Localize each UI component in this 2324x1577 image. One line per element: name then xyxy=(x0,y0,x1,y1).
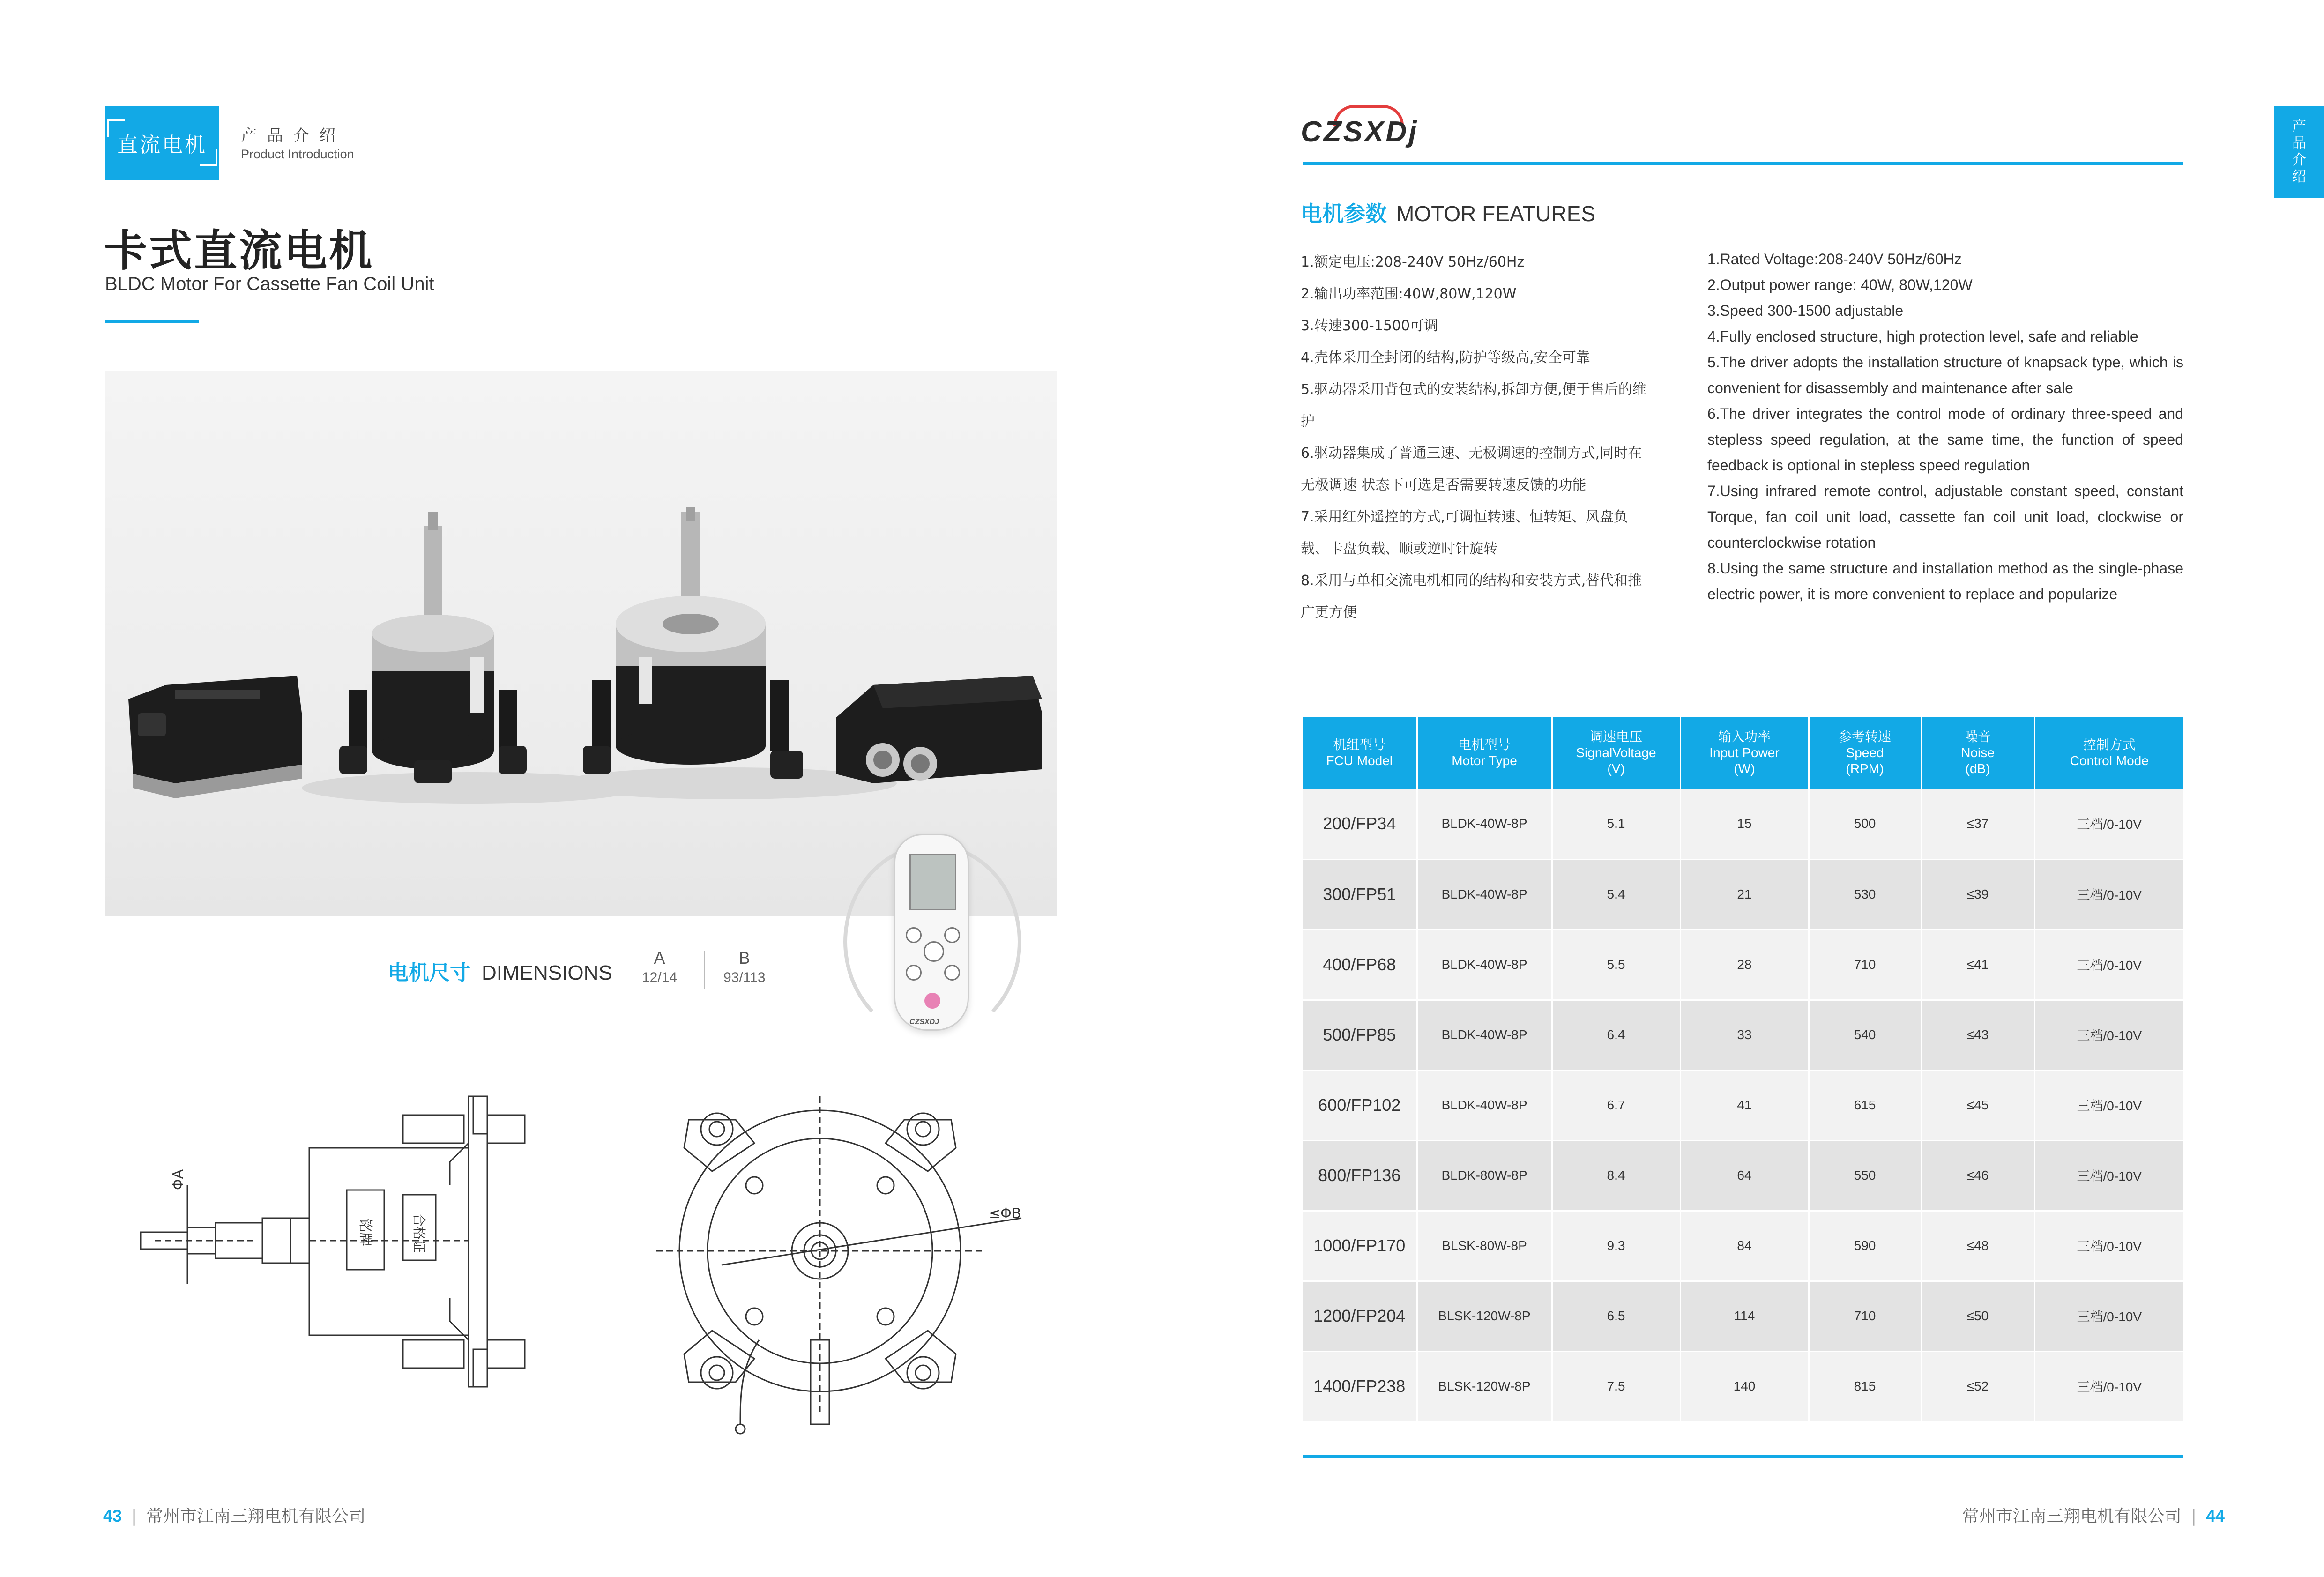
cell-control-mode: 三档/0-10V xyxy=(2034,1211,2183,1281)
cell-noise: ≤46 xyxy=(1921,1140,2034,1211)
category-badge xyxy=(105,106,219,180)
table-row xyxy=(1303,1211,2183,1281)
features-list-en xyxy=(1707,246,2183,607)
company-name-right: 常州市江南三翔电机有限公司 xyxy=(1962,1507,2182,1526)
motor-right xyxy=(583,507,803,779)
cell-fcu-model: 800/FP136 xyxy=(1303,1140,1417,1211)
table-row xyxy=(1303,1351,2183,1421)
col-header-noise: 噪音 Noise (dB) xyxy=(1921,717,2034,789)
spec-table-header xyxy=(1303,717,2183,789)
cell-motor-type: BLDK-40W-8P xyxy=(1417,789,1552,859)
dimension-drawing xyxy=(131,1078,1068,1452)
feature-item-en: 5.The driver adopts the installation structure of knapsack type, which is convenient for disassembly and maintenance after sale xyxy=(1707,354,2183,396)
dimension-a-key: A xyxy=(654,948,665,967)
cell-noise: ≤39 xyxy=(1921,859,2034,930)
footer-right xyxy=(1962,1503,2225,1527)
cell-input-power: 21 xyxy=(1680,859,1809,930)
cell-input-power: 140 xyxy=(1680,1351,1809,1421)
side-tab xyxy=(2274,106,2324,198)
remote-button xyxy=(944,965,960,981)
feature-item-en: 7.Using infrared remote control, adjustable constant speed, constant Torque, fan coil unit load, cassette fan coil unit load, clockwise or counterclockwise rotation xyxy=(1707,483,2183,551)
cell-signal-voltage: 6.7 xyxy=(1552,1070,1680,1140)
table-row xyxy=(1303,789,2183,859)
cell-speed: 710 xyxy=(1809,930,1921,1000)
cell-signal-voltage: 5.1 xyxy=(1552,789,1680,859)
cell-fcu-model: 400/FP68 xyxy=(1303,930,1417,1000)
cell-signal-voltage: 6.4 xyxy=(1552,1000,1680,1070)
col-header-fcu-model: 机组型号 FCU Model xyxy=(1303,717,1417,789)
cell-speed: 500 xyxy=(1809,789,1921,859)
cell-speed: 550 xyxy=(1809,1140,1921,1211)
cell-control-mode: 三档/0-10V xyxy=(2034,1351,2183,1421)
cell-motor-type: BLDK-40W-8P xyxy=(1417,1000,1552,1070)
category-badge-label: 直流电机 xyxy=(117,133,207,157)
cell-input-power: 41 xyxy=(1680,1070,1809,1140)
cell-input-power: 84 xyxy=(1680,1211,1809,1281)
cell-signal-voltage: 5.5 xyxy=(1552,930,1680,1000)
cell-noise: ≤48 xyxy=(1921,1211,2034,1281)
cell-fcu-model: 1200/FP204 xyxy=(1303,1281,1417,1351)
section-label-cn: 产品介绍 xyxy=(241,126,346,145)
footer-left xyxy=(103,1503,365,1527)
cell-fcu-model: 200/FP34 xyxy=(1303,789,1417,859)
remote-power-button xyxy=(924,993,940,1009)
cell-speed: 540 xyxy=(1809,1000,1921,1070)
remote-control-image xyxy=(894,834,969,1031)
dimension-b-key: B xyxy=(738,948,750,967)
cell-signal-voltage: 5.4 xyxy=(1552,859,1680,930)
cell-fcu-model: 500/FP85 xyxy=(1303,1000,1417,1070)
drawing-label-nameplate: 铭牌 xyxy=(357,1218,373,1246)
cell-control-mode: 三档/0-10V xyxy=(2034,1070,2183,1140)
cell-motor-type: BLSK-120W-8P xyxy=(1417,1281,1552,1351)
cell-speed: 815 xyxy=(1809,1351,1921,1421)
section-label-en: Product Introduction xyxy=(241,147,354,161)
dimension-separator xyxy=(704,951,705,989)
page-number-right: 44 xyxy=(2205,1506,2225,1525)
footer-separator: | xyxy=(131,1507,137,1526)
cell-input-power: 15 xyxy=(1680,789,1809,859)
side-view-drawing xyxy=(141,1096,525,1387)
feature-item-cn: 6.驱动器集成了普通三速、无极调速的控制方式,同时在无极调速 状态下可选是否需要转速反馈的功能 xyxy=(1301,445,1642,493)
feature-item-cn: 5.驱动器采用背包式的安装结构,拆卸方便,便于售后的维护 xyxy=(1301,381,1646,430)
cell-input-power: 33 xyxy=(1680,1000,1809,1070)
page-number-left: 43 xyxy=(103,1506,122,1525)
features-title-en: MOTOR FEATURES xyxy=(1396,201,1596,226)
cell-motor-type: BLSK-80W-8P xyxy=(1417,1211,1552,1281)
remote-button xyxy=(906,965,922,981)
remote-button xyxy=(906,927,922,943)
dimensions-title-en: DIMENSIONS xyxy=(482,961,612,984)
cell-control-mode: 三档/0-10V xyxy=(2034,1000,2183,1070)
feature-item-en: 2.Output power range: 40W, 80W,120W xyxy=(1707,276,1973,293)
drawing-label-certificate: 合格证 xyxy=(411,1213,427,1253)
table-row xyxy=(1303,1281,2183,1351)
dimension-b xyxy=(723,948,766,986)
footer-separator: | xyxy=(2190,1507,2197,1526)
drawing-label-phi-a: ΦA xyxy=(170,1169,186,1190)
page-title-en: BLDC Motor For Cassette Fan Coil Unit xyxy=(105,274,434,294)
table-row xyxy=(1303,1140,2183,1211)
dimensions-title xyxy=(388,956,612,986)
side-tab-char: 品 xyxy=(2292,135,2306,151)
col-header-input-power: 输入功率 Input Power (W) xyxy=(1680,717,1809,789)
cell-input-power: 114 xyxy=(1680,1281,1809,1351)
table-row xyxy=(1303,930,2183,1000)
cell-motor-type: BLDK-40W-8P xyxy=(1417,859,1552,930)
cell-control-mode: 三档/0-10V xyxy=(2034,789,2183,859)
dimensions-title-cn: 电机尺寸 xyxy=(388,961,470,985)
feature-item-cn: 2.输出功率范围:40W,80W,120W xyxy=(1301,286,1517,302)
cell-fcu-model: 1400/FP238 xyxy=(1303,1351,1417,1421)
col-header-control-mode: 控制方式 Control Mode xyxy=(2034,717,2183,789)
cell-noise: ≤45 xyxy=(1921,1070,2034,1140)
cell-control-mode: 三档/0-10V xyxy=(2034,930,2183,1000)
page-title-cn: 卡式直流电机 xyxy=(104,226,374,276)
cell-fcu-model: 1000/FP170 xyxy=(1303,1211,1417,1281)
col-header-motor-type: 电机型号 Motor Type xyxy=(1417,717,1552,789)
feature-item-cn: 4.壳体采用全封闭的结构,防护等级高,安全可靠 xyxy=(1301,350,1590,366)
driver-box-left xyxy=(128,676,302,798)
cell-input-power: 64 xyxy=(1680,1140,1809,1211)
cell-control-mode: 三档/0-10V xyxy=(2034,1140,2183,1211)
table-row xyxy=(1303,1000,2183,1070)
company-name-left: 常州市江南三翔电机有限公司 xyxy=(146,1507,366,1526)
remote-logo: CZSXDJ xyxy=(909,1018,939,1026)
front-view-drawing xyxy=(656,1096,1021,1434)
driver-box-right xyxy=(836,676,1042,783)
cell-control-mode: 三档/0-10V xyxy=(2034,1281,2183,1351)
col-header-signal-voltage: 调速电压 SignalVoltage (V) xyxy=(1552,717,1680,789)
feature-item-en: 3.Speed 300-1500 adjustable xyxy=(1707,302,1904,319)
feature-item-en: 1.Rated Voltage:208-240V 50Hz/60Hz xyxy=(1707,251,1962,268)
table-row xyxy=(1303,859,2183,930)
cell-speed: 590 xyxy=(1809,1211,1921,1281)
cell-motor-type: BLDK-40W-8P xyxy=(1417,1070,1552,1140)
cell-control-mode: 三档/0-10V xyxy=(2034,859,2183,930)
features-title xyxy=(1301,197,1595,228)
cell-fcu-model: 300/FP51 xyxy=(1303,859,1417,930)
table-row xyxy=(1303,1070,2183,1140)
cell-signal-voltage: 8.4 xyxy=(1552,1140,1680,1211)
feature-item-cn: 8.采用与单相交流电机相同的结构和安装方式,替代和推广更方便 xyxy=(1301,573,1642,621)
cell-noise: ≤37 xyxy=(1921,789,2034,859)
header-rule xyxy=(1303,162,2183,165)
feature-item-en: 8.Using the same structure and installation method as the single-phase electric power, it is more convenient to replace and popularize xyxy=(1707,560,2183,603)
feature-item-cn: 1.额定电压:208-240V 50Hz/60Hz xyxy=(1301,254,1525,270)
cell-noise: ≤52 xyxy=(1921,1351,2034,1421)
cell-speed: 710 xyxy=(1809,1281,1921,1351)
cell-noise: ≤50 xyxy=(1921,1281,2034,1351)
col-header-speed: 参考转速 Speed (RPM) xyxy=(1809,717,1921,789)
cell-speed: 615 xyxy=(1809,1070,1921,1140)
dimension-a-value: 12/14 xyxy=(642,970,678,985)
dimension-a xyxy=(642,948,677,986)
cell-noise: ≤43 xyxy=(1921,1000,2034,1070)
side-tab-char: 介 xyxy=(2292,152,2306,168)
cell-motor-type: BLDK-80W-8P xyxy=(1417,1140,1552,1211)
feature-item-cn: 7.采用红外遥控的方式,可调恒转速、恒转矩、风盘负载、卡盘负载、顺或逆时针旋转 xyxy=(1301,509,1628,557)
table-bottom-rule xyxy=(1303,1455,2183,1458)
cell-input-power: 28 xyxy=(1680,930,1809,1000)
remote-button xyxy=(924,941,944,962)
cell-signal-voltage: 6.5 xyxy=(1552,1281,1680,1351)
remote-button xyxy=(944,927,960,943)
brand-logo: CZSXDj xyxy=(1301,116,1419,148)
title-underline xyxy=(105,320,199,323)
side-tab-char: 绍 xyxy=(2292,169,2306,185)
spec-table xyxy=(1303,717,2183,1422)
feature-item-en: 4.Fully enclosed structure, high protection level, safe and reliable xyxy=(1707,328,2138,345)
cell-motor-type: BLDK-40W-8P xyxy=(1417,930,1552,1000)
motor-left xyxy=(339,512,527,783)
dimension-b-value: 93/113 xyxy=(723,970,766,985)
features-list-cn xyxy=(1301,246,1655,629)
cell-noise: ≤41 xyxy=(1921,930,2034,1000)
feature-item-en: 6.The driver integrates the control mode of ordinary three-speed and stepless speed regulation, at the same time, the function of speed feedback is optional in stepless speed regulation xyxy=(1707,405,2183,474)
drawing-label-phi-b: ≤ΦB xyxy=(989,1205,1021,1222)
cell-signal-voltage: 9.3 xyxy=(1552,1211,1680,1281)
side-tab-char: 产 xyxy=(2292,118,2306,134)
remote-screen xyxy=(909,854,956,910)
cell-motor-type: BLSK-120W-8P xyxy=(1417,1351,1552,1421)
cell-fcu-model: 600/FP102 xyxy=(1303,1070,1417,1140)
feature-item-cn: 3.转速300-1500可调 xyxy=(1301,318,1438,334)
cell-signal-voltage: 7.5 xyxy=(1552,1351,1680,1421)
features-title-cn: 电机参数 xyxy=(1301,201,1387,226)
cell-speed: 530 xyxy=(1809,859,1921,930)
